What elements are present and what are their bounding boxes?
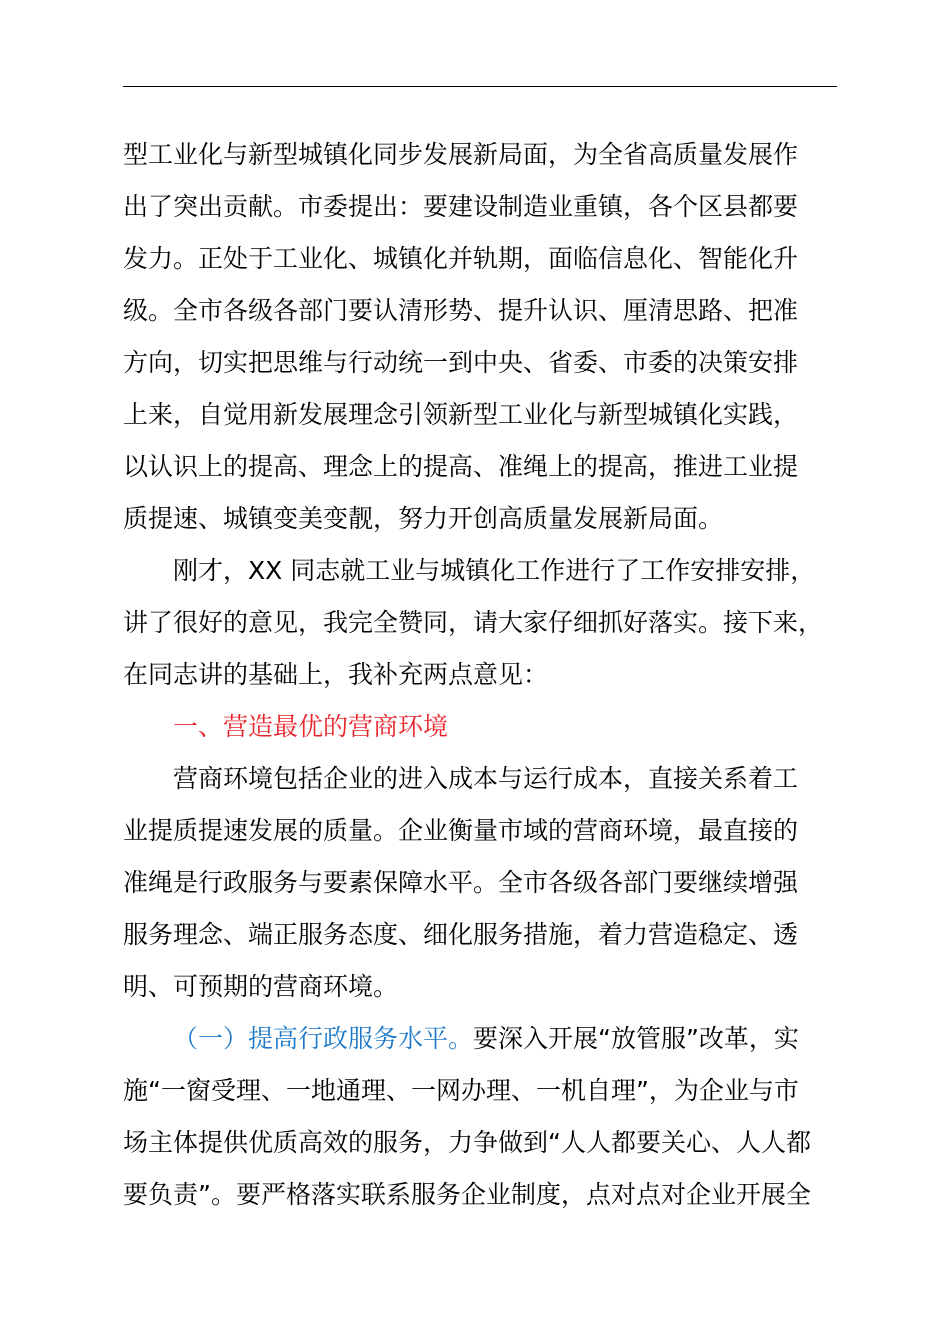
text-line: 施“一窗受理、一地通理、一网办理、一机自理”，为企业与市 (123, 1076, 799, 1105)
text-line: 服务理念、端正服务态度、细化服务措施，着力营造稳定、透 (123, 920, 799, 949)
text-line: 发力。正处于工业化、城镇化并轨期，面临信息化、智能化升 (123, 244, 799, 273)
header-rule (123, 86, 837, 87)
text-span: 要深入开展“放管服”改革，实 (473, 1024, 799, 1053)
text-line: 明、可预期的营商环境。 (123, 972, 399, 1001)
text-line: 业提质提速发展的质量。企业衡量市域的营商环境，最直接的 (123, 816, 799, 845)
text-line: 讲了很好的意见，我完全赞同，请大家仔细抓好落实。接下来， (123, 608, 824, 637)
text-line: 刚才，XX 同志就工业与城镇化工作进行了工作安排安排， (173, 556, 816, 585)
text-line: 以认识上的提高、理念上的提高、准绳上的提高，推进工业提 (123, 452, 799, 481)
text-line: 要负责”。要严格落实联系服务企业制度，点对点对企业开展全 (123, 1180, 811, 1209)
text-line: 场主体提供优质高效的服务，力争做到“人人都要关心、人人都 (123, 1128, 811, 1157)
text-line: 型工业化与新型城镇化同步发展新局面，为全省高质量发展作 (123, 140, 799, 169)
subheading: （一）提高行政服务水平。 (173, 1024, 474, 1053)
text-line: 准绳是行政服务与要素保障水平。全市各级各部门要继续增强 (123, 868, 799, 897)
text-line (173, 1024, 799, 1054)
text-line: 在同志讲的基础上，我补充两点意见： (123, 660, 549, 689)
text-line: 方向，切实把思维与行动统一到中央、省委、市委的决策安排 (123, 348, 799, 377)
text-line: 营商环境包括企业的进入成本与运行成本，直接关系着工 (173, 764, 799, 793)
text-line: 出了突出贡献。市委提出：要建设制造业重镇，各个区县都要 (123, 192, 799, 221)
text-line: 质提速、城镇变美变靓，努力开创高质量发展新局面。 (123, 504, 724, 533)
text-line: 级。全市各级各部门要认清形势、提升认识、厘清思路、把准 (123, 296, 799, 325)
section-heading: 一、营造最优的营商环境 (173, 712, 449, 741)
text-line: 上来，自觉用新发展理念引领新型工业化与新型城镇化实践， (123, 400, 799, 429)
